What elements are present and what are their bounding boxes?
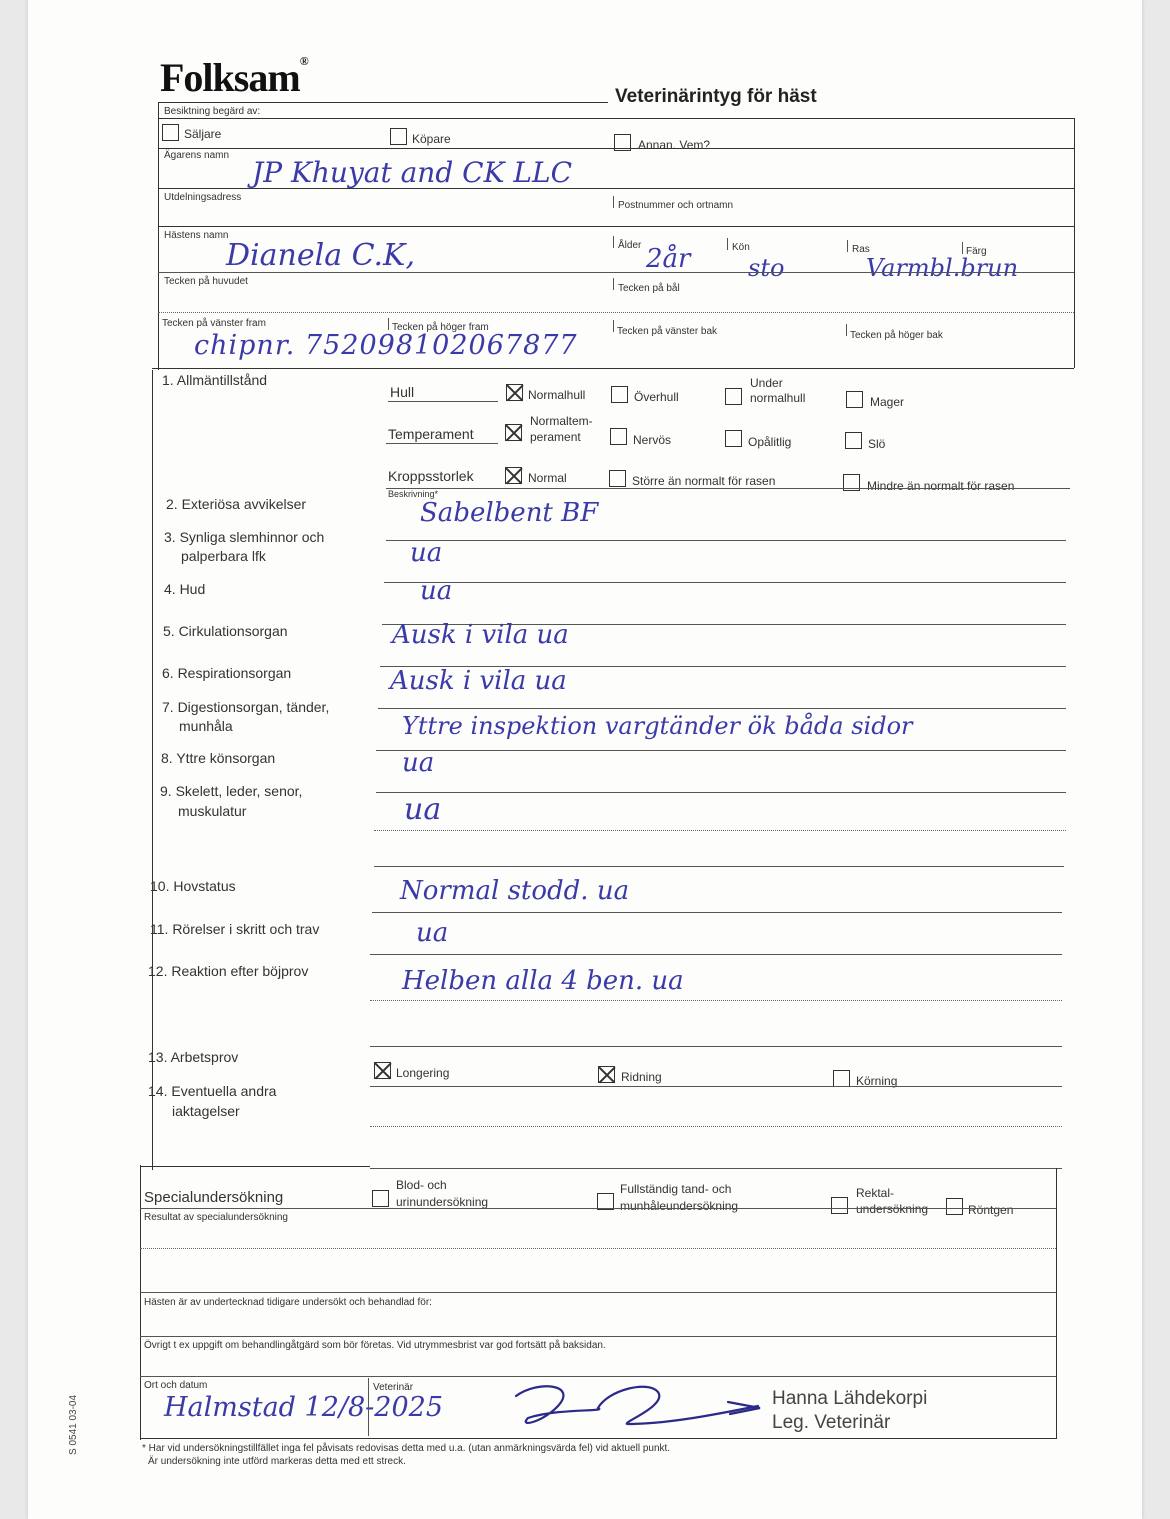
workout-label: 13. Arbetsprov	[148, 1049, 239, 1065]
rule	[140, 1376, 1056, 1377]
rule	[370, 1046, 1062, 1047]
option-rectal-2: undersökning	[856, 1202, 929, 1216]
rule	[158, 272, 1074, 273]
rule	[388, 401, 498, 402]
document-title: Veterinärintyg för häst	[615, 86, 817, 107]
checkbox-overhull[interactable]	[611, 386, 628, 403]
option-rectal-1: Rektal-	[856, 1186, 895, 1200]
rule	[140, 1248, 1056, 1249]
option-ridning: Ridning	[621, 1070, 662, 1084]
horse-name-label: Hästens namn	[164, 230, 229, 241]
checkbox-size-normal[interactable]	[505, 467, 522, 484]
rule	[140, 1438, 1056, 1439]
vet-signature	[498, 1378, 768, 1434]
checkbox-xray[interactable]	[946, 1198, 963, 1215]
finding-value-8: ua	[402, 748, 435, 778]
checkbox-normaltemperament[interactable]	[505, 424, 522, 441]
body-marks-label: Tecken på bål	[618, 283, 680, 294]
rule	[386, 488, 1070, 489]
age-value: 2år	[646, 244, 691, 274]
finding-value-6: Ausk i vila ua	[390, 666, 567, 696]
option-underhull: Under normalhull	[750, 376, 806, 405]
address-label: Utdelningsadress	[164, 192, 242, 203]
checkbox-slow[interactable]	[845, 432, 862, 449]
rule	[152, 368, 1074, 369]
color-label: Färg	[966, 246, 987, 257]
finding-label-6: 6. Respirationsorgan	[162, 665, 292, 681]
vet-label: Veterinär	[373, 1382, 414, 1393]
finding-label-12: 12. Reaktion efter böjprov	[148, 963, 309, 979]
other-label: 14. Eventuella andra	[148, 1083, 277, 1099]
rule	[158, 118, 1074, 119]
rule	[376, 792, 1066, 793]
rule	[158, 312, 1074, 313]
rule	[140, 1166, 370, 1167]
checkbox-ridning[interactable]	[598, 1066, 615, 1083]
finding-label-9b: muskulatur	[178, 803, 247, 819]
finding-value-12: Helben alla 4 ben. ua	[402, 966, 684, 996]
checkbox-nervous[interactable]	[610, 428, 627, 445]
option-blood-urine-1: Blod- och	[396, 1178, 447, 1192]
tick	[613, 196, 614, 208]
option-blood-urine-2: urinundersökning	[396, 1195, 489, 1209]
rule	[140, 1292, 1056, 1293]
frame-left-top	[158, 102, 159, 370]
checkbox-blood-urine[interactable]	[372, 1190, 389, 1207]
rule	[374, 866, 1064, 867]
option-slow: Slö	[868, 437, 886, 451]
finding-label-10: 10. Hovstatus	[150, 878, 236, 894]
option-longering: Longering	[396, 1066, 450, 1080]
finding-value-5: Ausk i vila ua	[392, 620, 569, 650]
rule	[158, 148, 1074, 149]
checkbox-korning[interactable]	[833, 1070, 850, 1087]
frame-right-bottom	[1056, 1168, 1057, 1439]
tick	[846, 324, 847, 336]
rule	[386, 443, 498, 444]
place-date-value: Halmstad 12/8-2025	[164, 1392, 444, 1423]
hull-label: Hull	[390, 384, 415, 400]
finding-label-3: 3. Synliga slemhinnor och	[164, 529, 325, 545]
rule	[374, 830, 1066, 831]
finding-value-9: ua	[404, 792, 442, 827]
rf-marks-label: Tecken på höger fram	[392, 322, 489, 333]
finding-label-4: 4. Hud	[164, 581, 206, 597]
finding-value-2: Sabelbent BF	[420, 498, 599, 528]
place-date-label: Ort och datum	[144, 1380, 208, 1391]
option-seller: Säljare	[184, 127, 222, 141]
rb-marks-label: Tecken på höger bak	[850, 330, 943, 341]
option-mager: Mager	[870, 395, 905, 409]
horse-name-value: Dianela C.K,	[226, 238, 415, 273]
checkbox-underhull[interactable]	[725, 388, 742, 405]
finding-value-4: ua	[420, 576, 453, 606]
finding-value-3: ua	[410, 538, 443, 568]
frame-left-bottom	[140, 1165, 141, 1440]
rule	[158, 102, 608, 103]
option-buyer: Köpare	[412, 132, 451, 146]
option-normalhull: Normalhull	[528, 388, 586, 402]
footnote-1: * Har vid undersökningstillfället inga fel påvisats redovisas detta med u.a. (utan anmärkningsvärda fel) vid aktuell punkt.	[142, 1443, 671, 1454]
lb-marks-label: Tecken på vänster bak	[617, 326, 718, 337]
rule	[158, 226, 1074, 227]
finding-label-8: 8. Yttre könsorgan	[161, 750, 276, 766]
finding-value-7: Yttre inspektion vargtänder ök båda sidor	[402, 712, 913, 740]
postal-label: Postnummer och ortnamn	[618, 200, 734, 211]
sex-label: Kön	[732, 242, 750, 253]
option-dental-2: munhåleundersökning	[620, 1199, 739, 1213]
rule	[384, 582, 1066, 583]
tick	[388, 318, 389, 330]
chip-number-value: chipnr. 752098102067877	[194, 330, 578, 361]
folksam-logo: Folksam®	[160, 54, 308, 100]
tick	[368, 1378, 369, 1436]
tick	[962, 242, 963, 254]
head-marks-label: Tecken på huvudet	[164, 276, 248, 287]
option-unreliable: Opålitlig	[748, 435, 792, 449]
checkbox-buyer[interactable]	[390, 128, 407, 145]
checkbox-size-larger[interactable]	[609, 470, 626, 487]
footnote-2: Är undersökning inte utförd markeras detta med ett streck.	[148, 1456, 406, 1467]
option-other: Annan. Vem?	[638, 138, 711, 152]
other-label-b: iaktagelser	[172, 1103, 240, 1119]
rule	[378, 708, 1066, 709]
rule	[370, 1000, 1062, 1001]
finding-label-7b: munhåla	[179, 718, 233, 734]
finding-value-10: Normal stodd. ua	[400, 876, 630, 906]
checkbox-seller[interactable]	[162, 124, 179, 141]
rule	[372, 912, 1062, 913]
sex-value: sto	[748, 254, 785, 282]
checkbox-normalhull[interactable]	[506, 384, 523, 401]
form-code: S 0541 03-04	[68, 1394, 79, 1455]
option-overhull: Överhull	[634, 390, 679, 404]
tick	[727, 238, 728, 250]
size-label: Kroppsstorlek	[388, 468, 474, 484]
option-size-larger: Större än normalt för rasen	[632, 474, 776, 488]
option-normaltemperament-2: perament	[530, 430, 581, 444]
option-xray: Röntgen	[968, 1203, 1014, 1217]
checkbox-longering[interactable]	[374, 1062, 391, 1079]
lf-marks-label: Tecken på vänster fram	[162, 318, 266, 329]
option-dental-1: Fullständig tand- och	[620, 1182, 732, 1196]
rule	[370, 1168, 1062, 1169]
tick	[847, 240, 848, 252]
age-label: Ålder	[618, 240, 642, 251]
option-nervous: Nervös	[633, 433, 672, 447]
temperament-label: Temperament	[388, 426, 474, 442]
option-size-smaller: Mindre än normalt för rasen	[867, 479, 1015, 493]
vet-name: Hanna Lähdekorpi	[772, 1388, 928, 1409]
rule	[158, 188, 1074, 189]
rule	[140, 1336, 1056, 1337]
finding-label-11: 11. Rörelser i skritt och trav	[150, 921, 320, 937]
rule	[370, 954, 1062, 955]
rule	[386, 540, 1066, 541]
checkbox-mager[interactable]	[846, 391, 863, 408]
tick	[613, 236, 614, 248]
rule	[370, 1126, 1062, 1127]
checkbox-unreliable[interactable]	[725, 430, 742, 447]
tick	[613, 278, 614, 290]
finding-label-5: 5. Cirkulationsorgan	[163, 623, 288, 639]
rule	[376, 750, 1066, 751]
special-label: Specialundersökning	[144, 1189, 284, 1206]
option-size-normal: Normal	[528, 471, 567, 485]
special-result-label: Resultat av specialundersökning	[144, 1212, 288, 1223]
checkbox-rectal[interactable]	[831, 1197, 848, 1214]
breed-label: Ras	[852, 244, 870, 255]
frame-right-top	[1074, 118, 1075, 368]
finding-label-7: 7. Digestionsorgan, tänder,	[162, 699, 330, 715]
option-korning: Körning	[856, 1074, 898, 1088]
requester-label: Besiktning begärd av:	[164, 106, 261, 117]
rule	[140, 1208, 1056, 1209]
other-info-label: Övrigt t ex uppgift om behandlingåtgärd som bör företas. Vid utrymmesbrist var god fortsätt på baksidan.	[144, 1340, 606, 1351]
finding-label-3b: palperbara lfk	[181, 548, 266, 564]
finding-value-11: ua	[416, 918, 449, 948]
option-normaltemperament-1: Normaltem-	[530, 414, 593, 428]
owner-name-label: Ägarens namn	[164, 150, 230, 161]
vet-title: Leg. Veterinär	[772, 1412, 891, 1433]
rule	[370, 1086, 1062, 1087]
tick	[613, 320, 614, 332]
finding-label-2: 2. Exteriösa avvikelser	[166, 496, 307, 512]
finding-label-9: 9. Skelett, leder, senor,	[160, 783, 303, 799]
owner-name-value: JP Khuyat and CK LLC	[252, 156, 573, 189]
description-label: Beskrivning*	[388, 489, 439, 499]
general-label: 1. Allmäntillstånd	[162, 372, 268, 388]
history-label: Hästen är av undertecknad tidigare undersökt och behandlad för:	[144, 1297, 432, 1308]
breed-value: Varmbl.brun	[866, 254, 1019, 282]
